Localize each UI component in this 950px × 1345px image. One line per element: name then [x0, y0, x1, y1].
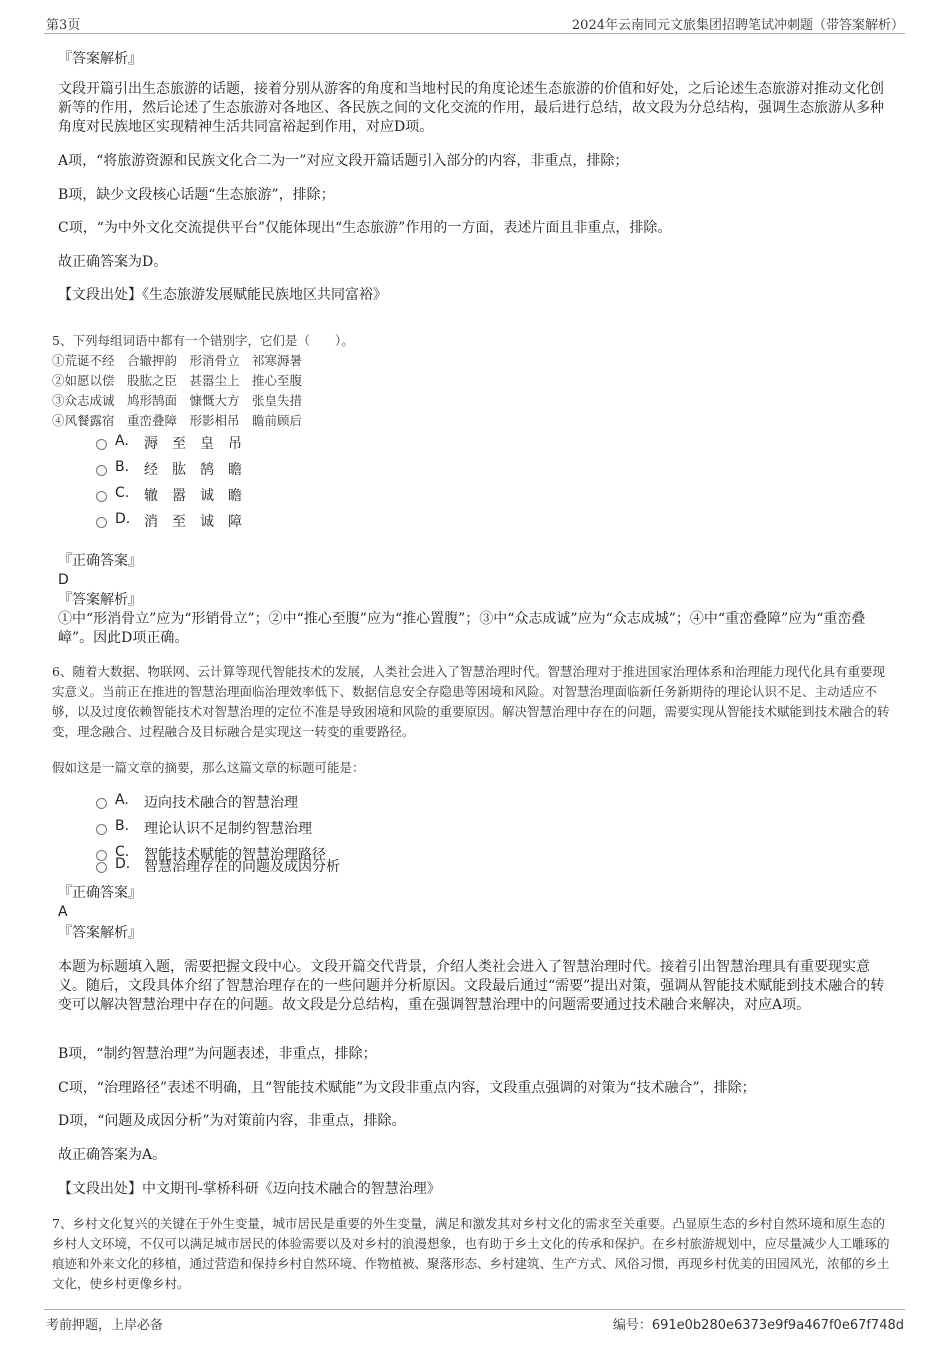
radio-icon[interactable] — [96, 491, 107, 502]
q5-stem: 5、下列每组词语中都有一个错别字，它们是（ ）。 — [52, 333, 354, 348]
footer-code-value: 691e0b280e6373e9f9a467f0e67f748d — [651, 1318, 904, 1333]
q6-analysis-label: 『答案解析』 — [58, 925, 142, 941]
footer-code-label: 编号： — [612, 1318, 652, 1333]
option-letter: C. — [115, 485, 130, 501]
q6-question: 假如这是一篇文章的摘要，那么这篇文章的标题可能是： — [52, 760, 365, 775]
q4-conclusion: 故正确答案为D。 — [58, 254, 168, 270]
option-text: 理论认识不足制约智慧治理 — [144, 821, 312, 837]
page-number: 第3页 — [46, 18, 81, 33]
option-text: 溽至皇吊 — [144, 436, 256, 452]
q4-option-a-analysis: A项，“将旅游资源和民族文化合二为一”对应文段开篇话题引入部分的内容，非重点，排除； — [58, 153, 629, 169]
option-text: 消至诚障 — [144, 514, 256, 530]
q6-source: 【文段出处】中文期刊-掌桥科研《迈向技术融合的智慧治理》 — [58, 1181, 441, 1197]
q6-stem: 6、随着大数据、物联网、云计算等现代智能技术的发展，人类社会进入了智慧治理时代。智慧治理对于推进国家治理体系和治理能力现代化具有重要现实意义。当前正在推进的智慧治理面临治理效率低下、数据信息安全存隐患等困境和风险。对智慧治理面临新任务新期待的理论认识不足、主动适应不够，以及过度依赖智能技术对智慧治理的定位不准是导致困境和风险的重要原因。解决智慧治理中存在的问题，需要实现从智能技术赋能到技术融合的转变，理念融合、过程融合及目标融合是实现这一转变的重要路径。 — [52, 664, 890, 739]
radio-icon[interactable] — [96, 824, 107, 835]
option-text: 智慧治理存在的问题及成因分析 — [144, 859, 340, 875]
q5-group-3: ③众志成诚 鸠形鹄面 慷慨大方 张皇失措 — [52, 393, 303, 408]
option-letter: A. — [115, 433, 129, 449]
q6-correct-label: 『正确答案』 — [58, 885, 142, 901]
option-letter: A. — [115, 792, 129, 808]
q5-group-2: ②如愿以偿 股肱之臣 甚嚣尘上 推心至腹 — [52, 373, 303, 388]
option-text: 经肱鹄瞻 — [144, 462, 256, 478]
q5-analysis-label: 『答案解析』 — [58, 592, 142, 608]
q5-correct-label: 『正确答案』 — [58, 553, 142, 569]
option-text: 智能技术赋能的智慧治理路径 — [144, 847, 326, 863]
option-letter: B. — [115, 459, 130, 475]
q4-analysis-label: 『答案解析』 — [58, 51, 142, 67]
q5-group-4: ④风餐露宿 重峦叠障 形影相吊 瞻前顾后 — [52, 413, 303, 428]
option-letter: B. — [115, 818, 130, 834]
q5-correct-answer: D — [58, 572, 69, 588]
q6-analysis-text: 本题为标题填入题，需要把握文段中心。文段开篇交代背景，介绍人类社会进入了智慧治理时代。接着引出智慧治理具有重要现实意义。随后，文段具体介绍了智慧治理存在的一些问题并分析原因。文段最后通过“需要”提出对策，强调从智能技术赋能到技术融合的转变可以解决智慧治理中存在的问题。故文段是分总结构，重在强调智慧治理中的问题需要通过技术融合来解决，对应A项。 — [58, 959, 885, 1013]
option-text: 迈向技术融合的智慧治理 — [144, 795, 298, 811]
q6-option-c-analysis: C项，“治理路径”表述不明确，且“智能技术赋能”为文段非重点内容，文段重点强调的对策为“技术融合”，排除； — [58, 1080, 756, 1096]
q5-analysis-text: ①中“形消骨立”应为“形销骨立”；②中“推心至腹”应为“推心置腹”；③中“众志成诚”应为“众志成城”；④中“重峦叠障”应为“重峦叠嶂”。因此D项正确。 — [58, 611, 866, 646]
option-letter: C. — [115, 844, 130, 860]
radio-icon[interactable] — [96, 862, 107, 873]
q4-source: 【文段出处】《生态旅游发展赋能民族地区共同富裕》 — [58, 287, 387, 303]
option-letter: D. — [115, 511, 131, 527]
q6-option-b-analysis: B项，“制约智慧治理”为问题表述，非重点，排除； — [58, 1046, 377, 1062]
footer-slogan: 考前押题，上岸必备 — [46, 1318, 164, 1333]
option-letter: D. — [115, 856, 131, 872]
footer-rule — [44, 1309, 905, 1310]
header-rule — [44, 33, 905, 34]
radio-icon[interactable] — [96, 798, 107, 809]
radio-icon[interactable] — [96, 465, 107, 476]
footer-code — [613, 1314, 904, 1333]
document-title: 2024年云南同元文旅集团招聘笔试冲刺题（带答案解析） — [571, 18, 904, 33]
q7-stem: 7、乡村文化复兴的关键在于外生变量，城市居民是重要的外生变量，满足和激发其对乡村文化的需求至关重要。凸显原生态的乡村自然环境和原生态的乡村人文环境，不仅可以满足城市居民的体验需要以及对乡村的浪漫想象，也有助于乡土文化的传承和保护。在乡村旅游规划中，应尽量减少人工雕琢的痕迹和外来文化的移植，通过营造和保持乡村自然环境、作物植被、聚落形态、乡村建筑、生产方式、风俗习惯，再现乡村优美的田园风光，浓郁的乡土文化，使乡村更像乡村。 — [52, 1216, 890, 1291]
radio-icon[interactable] — [96, 850, 107, 861]
option-text: 辙嚣诚瞻 — [144, 488, 256, 504]
radio-icon[interactable] — [96, 439, 107, 450]
radio-icon[interactable] — [96, 517, 107, 528]
q4-option-c-analysis: C项，“为中外文化交流提供平台”仅能体现出“生态旅游”作用的一方面，表述片面且非重点，排除。 — [58, 220, 672, 236]
q4-option-b-analysis: B项，缺少文段核心话题“生态旅游”，排除； — [58, 187, 335, 203]
q6-correct-answer: A — [58, 904, 68, 920]
q5-group-1: ①荒诞不经 合辙押韵 形消骨立 祁寒溽暑 — [52, 353, 303, 368]
q6-conclusion: 故正确答案为A。 — [58, 1147, 167, 1163]
q6-option-d-analysis: D项，“问题及成因分析”为对策前内容，非重点，排除。 — [58, 1113, 406, 1129]
q4-analysis-text: 文段开篇引出生态旅游的话题，接着分别从游客的角度和当地村民的角度论述生态旅游的价值和好处，之后论述生态旅游对推动文化创新等的作用，然后论述了生态旅游对各地区、各民族之间的文化交流的作用，最后进行总结，故文段为分总结构，强调生态旅游从多种角度对民族地区实现精神生活共同富裕起到作用，对应D项。 — [58, 81, 884, 135]
